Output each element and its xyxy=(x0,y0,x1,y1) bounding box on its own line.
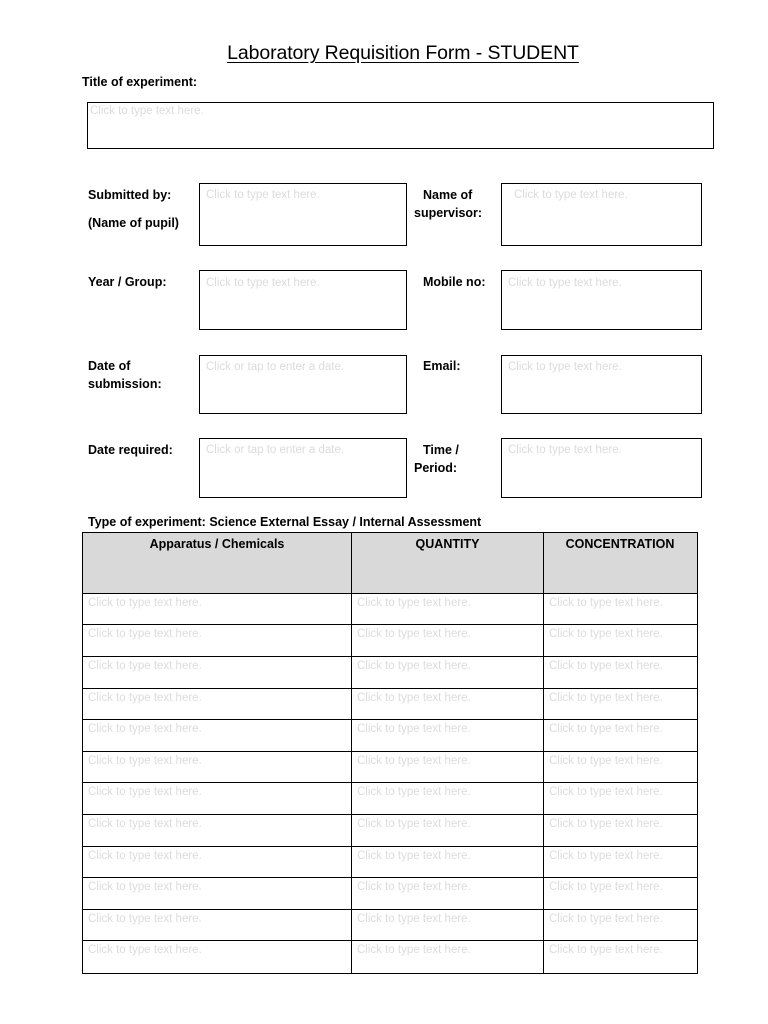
header-concentration: CONCENTRATION xyxy=(565,537,675,551)
table-vertical-rule xyxy=(697,532,698,974)
form-title: Laboratory Requisition Form - STUDENT xyxy=(227,42,579,64)
concentration-cell[interactable]: Click to type text here. xyxy=(549,660,663,672)
time-period-label-line2: Period: xyxy=(414,461,458,475)
table-horizontal-rule xyxy=(82,846,698,847)
apparatus-cell[interactable]: Click to type text here. xyxy=(88,944,202,956)
table-horizontal-rule xyxy=(82,909,698,910)
placeholder-text: Click to type text here. xyxy=(508,277,622,289)
email-field[interactable] xyxy=(501,355,702,414)
apparatus-cell[interactable]: Click to type text here. xyxy=(88,660,202,672)
concentration-cell[interactable]: Click to type text here. xyxy=(549,723,663,735)
type-of-experiment-label: Type of experiment: Science External Essay / Internal Assessment xyxy=(88,515,482,529)
concentration-cell[interactable]: Click to type text here. xyxy=(549,692,663,704)
placeholder-text: Click to type text here. xyxy=(90,105,204,117)
quantity-cell[interactable]: Click to type text here. xyxy=(357,755,471,767)
quantity-cell[interactable]: Click to type text here. xyxy=(357,660,471,672)
quantity-cell[interactable]: Click to type text here. xyxy=(357,881,471,893)
apparatus-cell[interactable]: Click to type text here. xyxy=(88,628,202,640)
table-vertical-rule xyxy=(543,532,544,974)
title-of-experiment-label: Title of experiment: xyxy=(82,75,198,89)
apparatus-cell[interactable]: Click to type text here. xyxy=(88,850,202,862)
date-required-label: Date required: xyxy=(88,443,173,457)
table-horizontal-rule xyxy=(82,940,698,941)
table-horizontal-rule xyxy=(82,532,698,533)
apparatus-cell[interactable]: Click to type text here. xyxy=(88,913,202,925)
concentration-cell[interactable]: Click to type text here. xyxy=(549,628,663,640)
table-horizontal-rule xyxy=(82,973,698,974)
concentration-cell[interactable]: Click to type text here. xyxy=(549,597,663,609)
submitted-by-field[interactable] xyxy=(199,183,407,246)
title-of-experiment-field[interactable] xyxy=(87,102,714,149)
time-period-field[interactable] xyxy=(501,438,702,498)
placeholder-text: Click to type text here. xyxy=(206,189,320,201)
time-period-label-line1: Time / xyxy=(423,443,459,457)
date-of-submission-label-line2: submission: xyxy=(88,377,162,391)
apparatus-cell[interactable]: Click to type text here. xyxy=(88,818,202,830)
quantity-cell[interactable]: Click to type text here. xyxy=(357,692,471,704)
date-of-submission-field[interactable] xyxy=(199,355,407,414)
quantity-cell[interactable]: Click to type text here. xyxy=(357,786,471,798)
concentration-cell[interactable]: Click to type text here. xyxy=(549,881,663,893)
placeholder-text: Click to type text here. xyxy=(206,277,320,289)
apparatus-cell[interactable]: Click to type text here. xyxy=(88,692,202,704)
quantity-cell[interactable]: Click to type text here. xyxy=(357,628,471,640)
table-horizontal-rule xyxy=(82,593,698,594)
date-required-field[interactable] xyxy=(199,438,407,498)
placeholder-text: Click to type text here. xyxy=(508,444,622,456)
apparatus-cell[interactable]: Click to type text here. xyxy=(88,881,202,893)
table-horizontal-rule xyxy=(82,782,698,783)
quantity-cell[interactable]: Click to type text here. xyxy=(357,818,471,830)
email-label: Email: xyxy=(423,359,461,373)
date-placeholder-text: Click or tap to enter a date. xyxy=(206,444,345,456)
table-horizontal-rule xyxy=(82,814,698,815)
quantity-cell[interactable]: Click to type text here. xyxy=(357,723,471,735)
year-group-label: Year / Group: xyxy=(88,275,167,289)
header-apparatus-chemicals: Apparatus / Chemicals xyxy=(149,537,285,551)
concentration-cell[interactable]: Click to type text here. xyxy=(549,944,663,956)
table-horizontal-rule xyxy=(82,719,698,720)
submitted-by-label: Submitted by: xyxy=(88,188,172,202)
apparatus-cell[interactable]: Click to type text here. xyxy=(88,786,202,798)
header-quantity: QUANTITY xyxy=(415,537,480,551)
table-horizontal-rule xyxy=(82,656,698,657)
table-horizontal-rule xyxy=(82,688,698,689)
table-horizontal-rule xyxy=(82,751,698,752)
name-of-supervisor-label-line2: supervisor: xyxy=(414,206,483,220)
table-horizontal-rule xyxy=(82,624,698,625)
table-vertical-rule xyxy=(82,532,83,974)
concentration-cell[interactable]: Click to type text here. xyxy=(549,755,663,767)
date-of-submission-label-line1: Date of xyxy=(88,359,131,373)
concentration-cell[interactable]: Click to type text here. xyxy=(549,818,663,830)
apparatus-cell[interactable]: Click to type text here. xyxy=(88,755,202,767)
placeholder-text: Click to type text here. xyxy=(514,189,628,201)
concentration-cell[interactable]: Click to type text here. xyxy=(549,850,663,862)
table-horizontal-rule xyxy=(82,877,698,878)
quantity-cell[interactable]: Click to type text here. xyxy=(357,944,471,956)
name-of-supervisor-field[interactable] xyxy=(501,183,702,246)
name-of-supervisor-label-line1: Name of xyxy=(423,188,473,202)
quantity-cell[interactable]: Click to type text here. xyxy=(357,913,471,925)
placeholder-text: Click to type text here. xyxy=(508,361,622,373)
mobile-field[interactable] xyxy=(501,270,702,330)
mobile-label: Mobile no: xyxy=(423,275,486,289)
table-vertical-rule xyxy=(351,532,352,974)
apparatus-cell[interactable]: Click to type text here. xyxy=(88,597,202,609)
date-placeholder-text: Click or tap to enter a date. xyxy=(206,361,345,373)
concentration-cell[interactable]: Click to type text here. xyxy=(549,786,663,798)
year-group-field[interactable] xyxy=(199,270,407,330)
concentration-cell[interactable]: Click to type text here. xyxy=(549,913,663,925)
apparatus-cell[interactable]: Click to type text here. xyxy=(88,723,202,735)
quantity-cell[interactable]: Click to type text here. xyxy=(357,597,471,609)
quantity-cell[interactable]: Click to type text here. xyxy=(357,850,471,862)
name-of-pupil-label: (Name of pupil) xyxy=(88,216,179,230)
